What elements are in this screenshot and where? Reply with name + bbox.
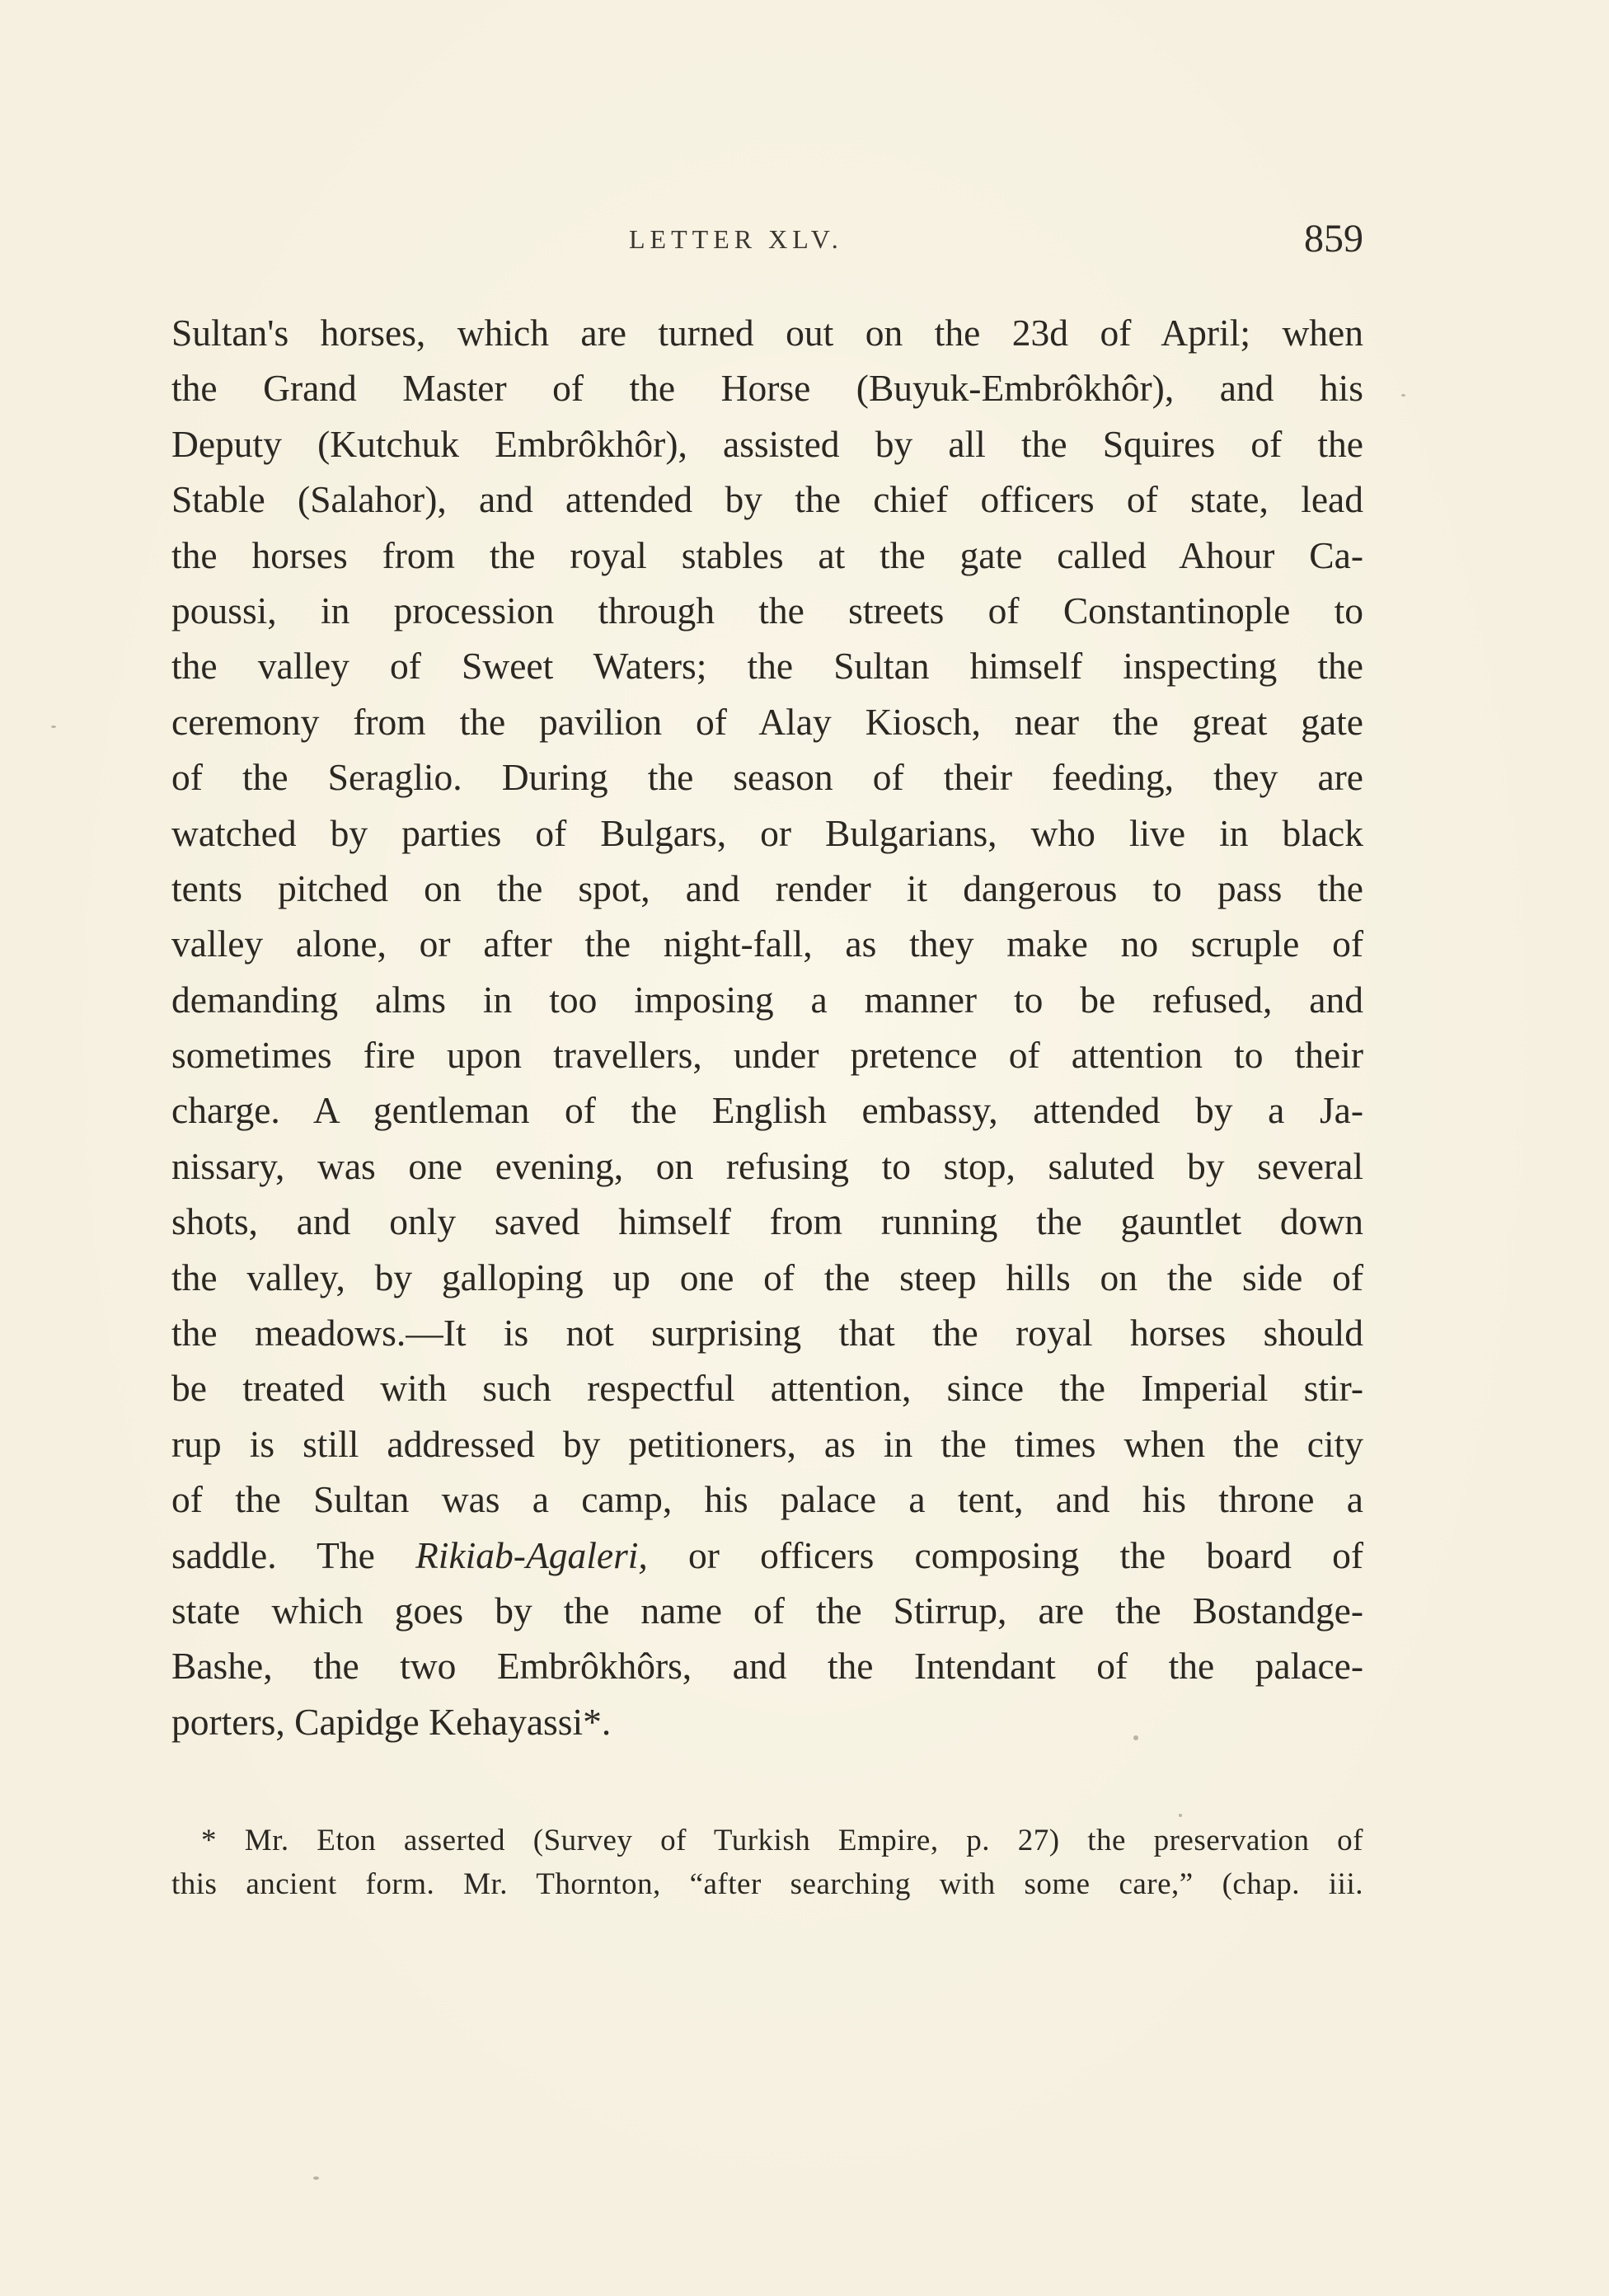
paper-speck bbox=[51, 725, 56, 728]
page-number: 859 bbox=[1304, 217, 1363, 261]
text-line: rup is still addressed by petitioners, as in the times when the city bbox=[171, 1422, 1363, 1465]
text-line: watched by parties of Bulgars, or Bulgarians, who live in black bbox=[171, 811, 1363, 854]
text-line: charge. A gentleman of the English embassy, attended by a Ja- bbox=[171, 1089, 1363, 1132]
text-line: Stable (Salahor), and attended by the chief officers of state, lead bbox=[171, 478, 1363, 521]
text-line: the Grand Master of the Horse (Buyuk-Embrôkhôr), and his bbox=[171, 367, 1363, 410]
text-line: of the Sultan was a camp, his palace a tent, and his throne a bbox=[171, 1478, 1363, 1521]
text-line: Bashe, the two Embrôkhôrs, and the Intendant of the palace- bbox=[171, 1645, 1363, 1688]
footnote-line: this ancient form. Mr. Thornton, “after searching with some care,” (chap. iii. bbox=[171, 1867, 1363, 1901]
text-line: tents pitched on the spot, and render it dangerous to pass the bbox=[171, 866, 1363, 909]
text-line: Sultan's horses, which are turned out on the 23d of April; when bbox=[171, 312, 1363, 354]
saddle-before: saddle. The bbox=[171, 1533, 416, 1576]
text-line: ceremony from the pavilion of Alay Kiosch, near the great gate bbox=[171, 700, 1363, 743]
text-line: be treated with such respectful attention, since the Imperial stir- bbox=[171, 1367, 1363, 1410]
text-line: the meadows.—It is not surprising that the royal horses should bbox=[171, 1312, 1363, 1355]
paper-speck bbox=[313, 2176, 319, 2180]
running-title: LETTER XLV. bbox=[629, 224, 843, 254]
text-line: state which goes by the name of the Stirrup, are the Bostandge- bbox=[171, 1589, 1363, 1632]
footnote-line: * Mr. Eton asserted (Survey of Turkish Empire, p. 27) the preservation of bbox=[201, 1824, 1363, 1857]
paper-speck bbox=[1401, 394, 1405, 397]
text-line: shots, and only saved himself from running the gauntlet down bbox=[171, 1200, 1363, 1243]
text-line-last: porters, Capidge Kehayassi*. bbox=[171, 1700, 612, 1743]
text-line: Deputy (Kutchuk Embrôkhôr), assisted by all the Squires of the bbox=[171, 422, 1363, 465]
text-line: sometimes fire upon travellers, under pretence of attention to their bbox=[171, 1034, 1363, 1077]
text-line-saddle bbox=[171, 1528, 1363, 1583]
text-line: of the Seraglio. During the season of their feeding, they are bbox=[171, 756, 1363, 799]
text-line: the valley, by galloping up one of the steep hills on the side of bbox=[171, 1256, 1363, 1298]
italic-term: Rikiab-Agaleri, bbox=[415, 1533, 648, 1576]
body-text bbox=[171, 305, 1363, 1749]
text-line: the horses from the royal stables at the gate called Ahour Ca- bbox=[171, 533, 1363, 576]
text-line: demanding alms in too imposing a manner to be refused, and bbox=[171, 978, 1363, 1021]
text-line: nissary, was one evening, on refusing to stop, saluted by several bbox=[171, 1144, 1363, 1187]
text-line: poussi, in procession through the streets of Constantinople to bbox=[171, 589, 1363, 632]
paper-speck bbox=[1133, 1735, 1138, 1740]
text-line: valley alone, or after the night-fall, as they make no scruple of bbox=[171, 923, 1363, 965]
saddle-after: or officers composing the board of bbox=[647, 1533, 1363, 1576]
text-line: the valley of Sweet Waters; the Sultan himself inspecting the bbox=[171, 645, 1363, 688]
footnote bbox=[171, 1819, 1363, 1906]
paper-speck bbox=[1179, 1814, 1182, 1817]
page-header bbox=[171, 216, 1363, 274]
